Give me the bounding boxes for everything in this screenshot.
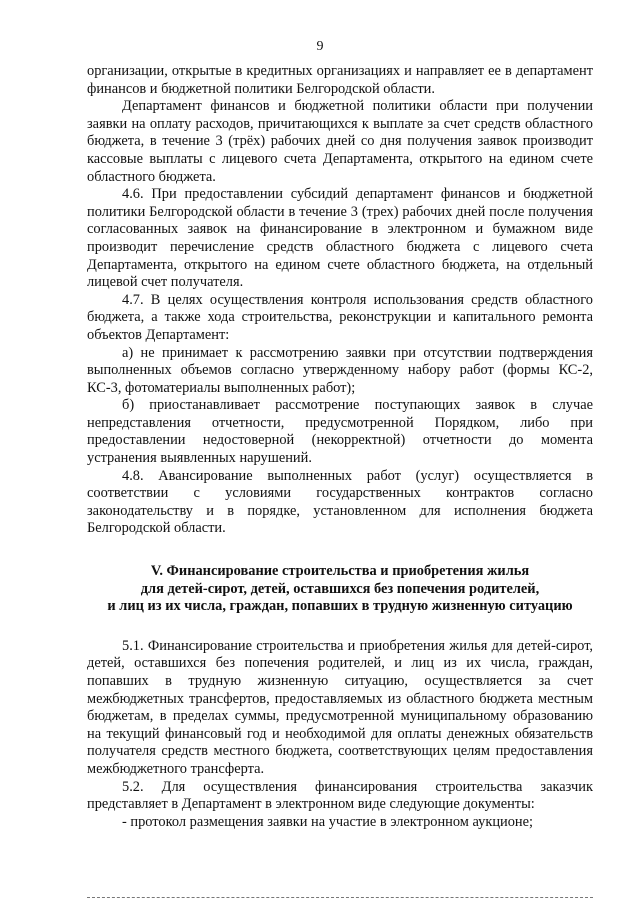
paragraph-continuation: организации, открытые в кредитных организациях и направляет ее в департамент финансов и бюджетной политики Белгородской области. (87, 63, 593, 97)
paragraph-5-2: 5.2. Для осуществления финансирования строительства заказчик представляет в Департамент в электронном виде следующие документы: (87, 778, 593, 813)
document-body (87, 63, 593, 831)
section-heading-line: для детей-сирот, детей, оставшихся без попечения родителей, (140, 580, 540, 597)
paragraph-finance-dept: Департамент финансов и бюджетной политики области при получении заявки на оплату расходов, причитающихся к выплате за счет средств областного бюджета, в течение 3 (трёх) рабочих дней со дня получения заявок производит кассовые выплаты с лицевого счета Департамента, открытого на едином счете областного бюджета. (87, 98, 593, 185)
page-number: 9 (316, 39, 324, 54)
paragraph-5-1: 5.1. Финансирование строительства и приобретения жилья для детей-сирот, детей, оставшихся без попечения родителей, и лиц из их числа, граждан, попавших в трудную жизненную ситуацию, осуществляется за счет межбюджетных трансфертов, предоставляемых из областного бюджета местным бюджетам, в пределах суммы, предусмотренной муниципальному образованию на текущий финансовый год и необходимой для оплаты денежных обязательств получателя средств местного бюджета, соответствующих целям предоставления межбюджетного трансферта. (87, 637, 593, 777)
page-bottom-divider (87, 897, 593, 898)
section-heading-line: и лиц из их числа, граждан, попавших в трудную жизненную ситуацию (107, 598, 573, 615)
section-heading-line: V. Финансирование строительства и приобретения жилья (150, 563, 530, 580)
list-item-auction-protocol: - протокол размещения заявки на участие в электронном аукционе; (122, 813, 534, 830)
section-heading (87, 563, 593, 616)
paragraph-4-7-a: а) не принимает к рассмотрению заявки при отсутствии подтверждения выполненных объемов согласно утвержденному набору работ (формы КС-2, КС-3, фотоматериалы выполненных работ); (87, 344, 593, 396)
paragraph-4-6: 4.6. При предоставлении субсидий департамент финансов и бюджетной политики Белгородской области в течение 3 (трех) рабочих дней после получения согласованных заявок на финансирование в электронном и бумажном виде производит перечисление средств областного бюджета с лицевого счета Департамента, открытого на едином счете областного бюджета, на отдельный лицевой счет получателя. (87, 186, 593, 291)
paragraph-4-7: 4.7. В целях осуществления контроля использования средств областного бюджета, а также хода строительства, реконструкции и капитального ремонта объектов Департамент: (87, 291, 593, 343)
paragraph-4-8: 4.8. Авансирование выполненных работ (услуг) осуществляется в соответствии с условиями государственных контрактов согласно законодательству и в порядке, установленном для исполнения бюджета Белгородской области. (87, 467, 593, 537)
paragraph-4-7-b: б) приостанавливает рассмотрение поступающих заявок в случае непредставления отчетности, предусмотренной Порядком, либо при предоставлении недостоверной (некорректной) отчетности до момента устранения выявленных нарушений. (87, 397, 593, 467)
